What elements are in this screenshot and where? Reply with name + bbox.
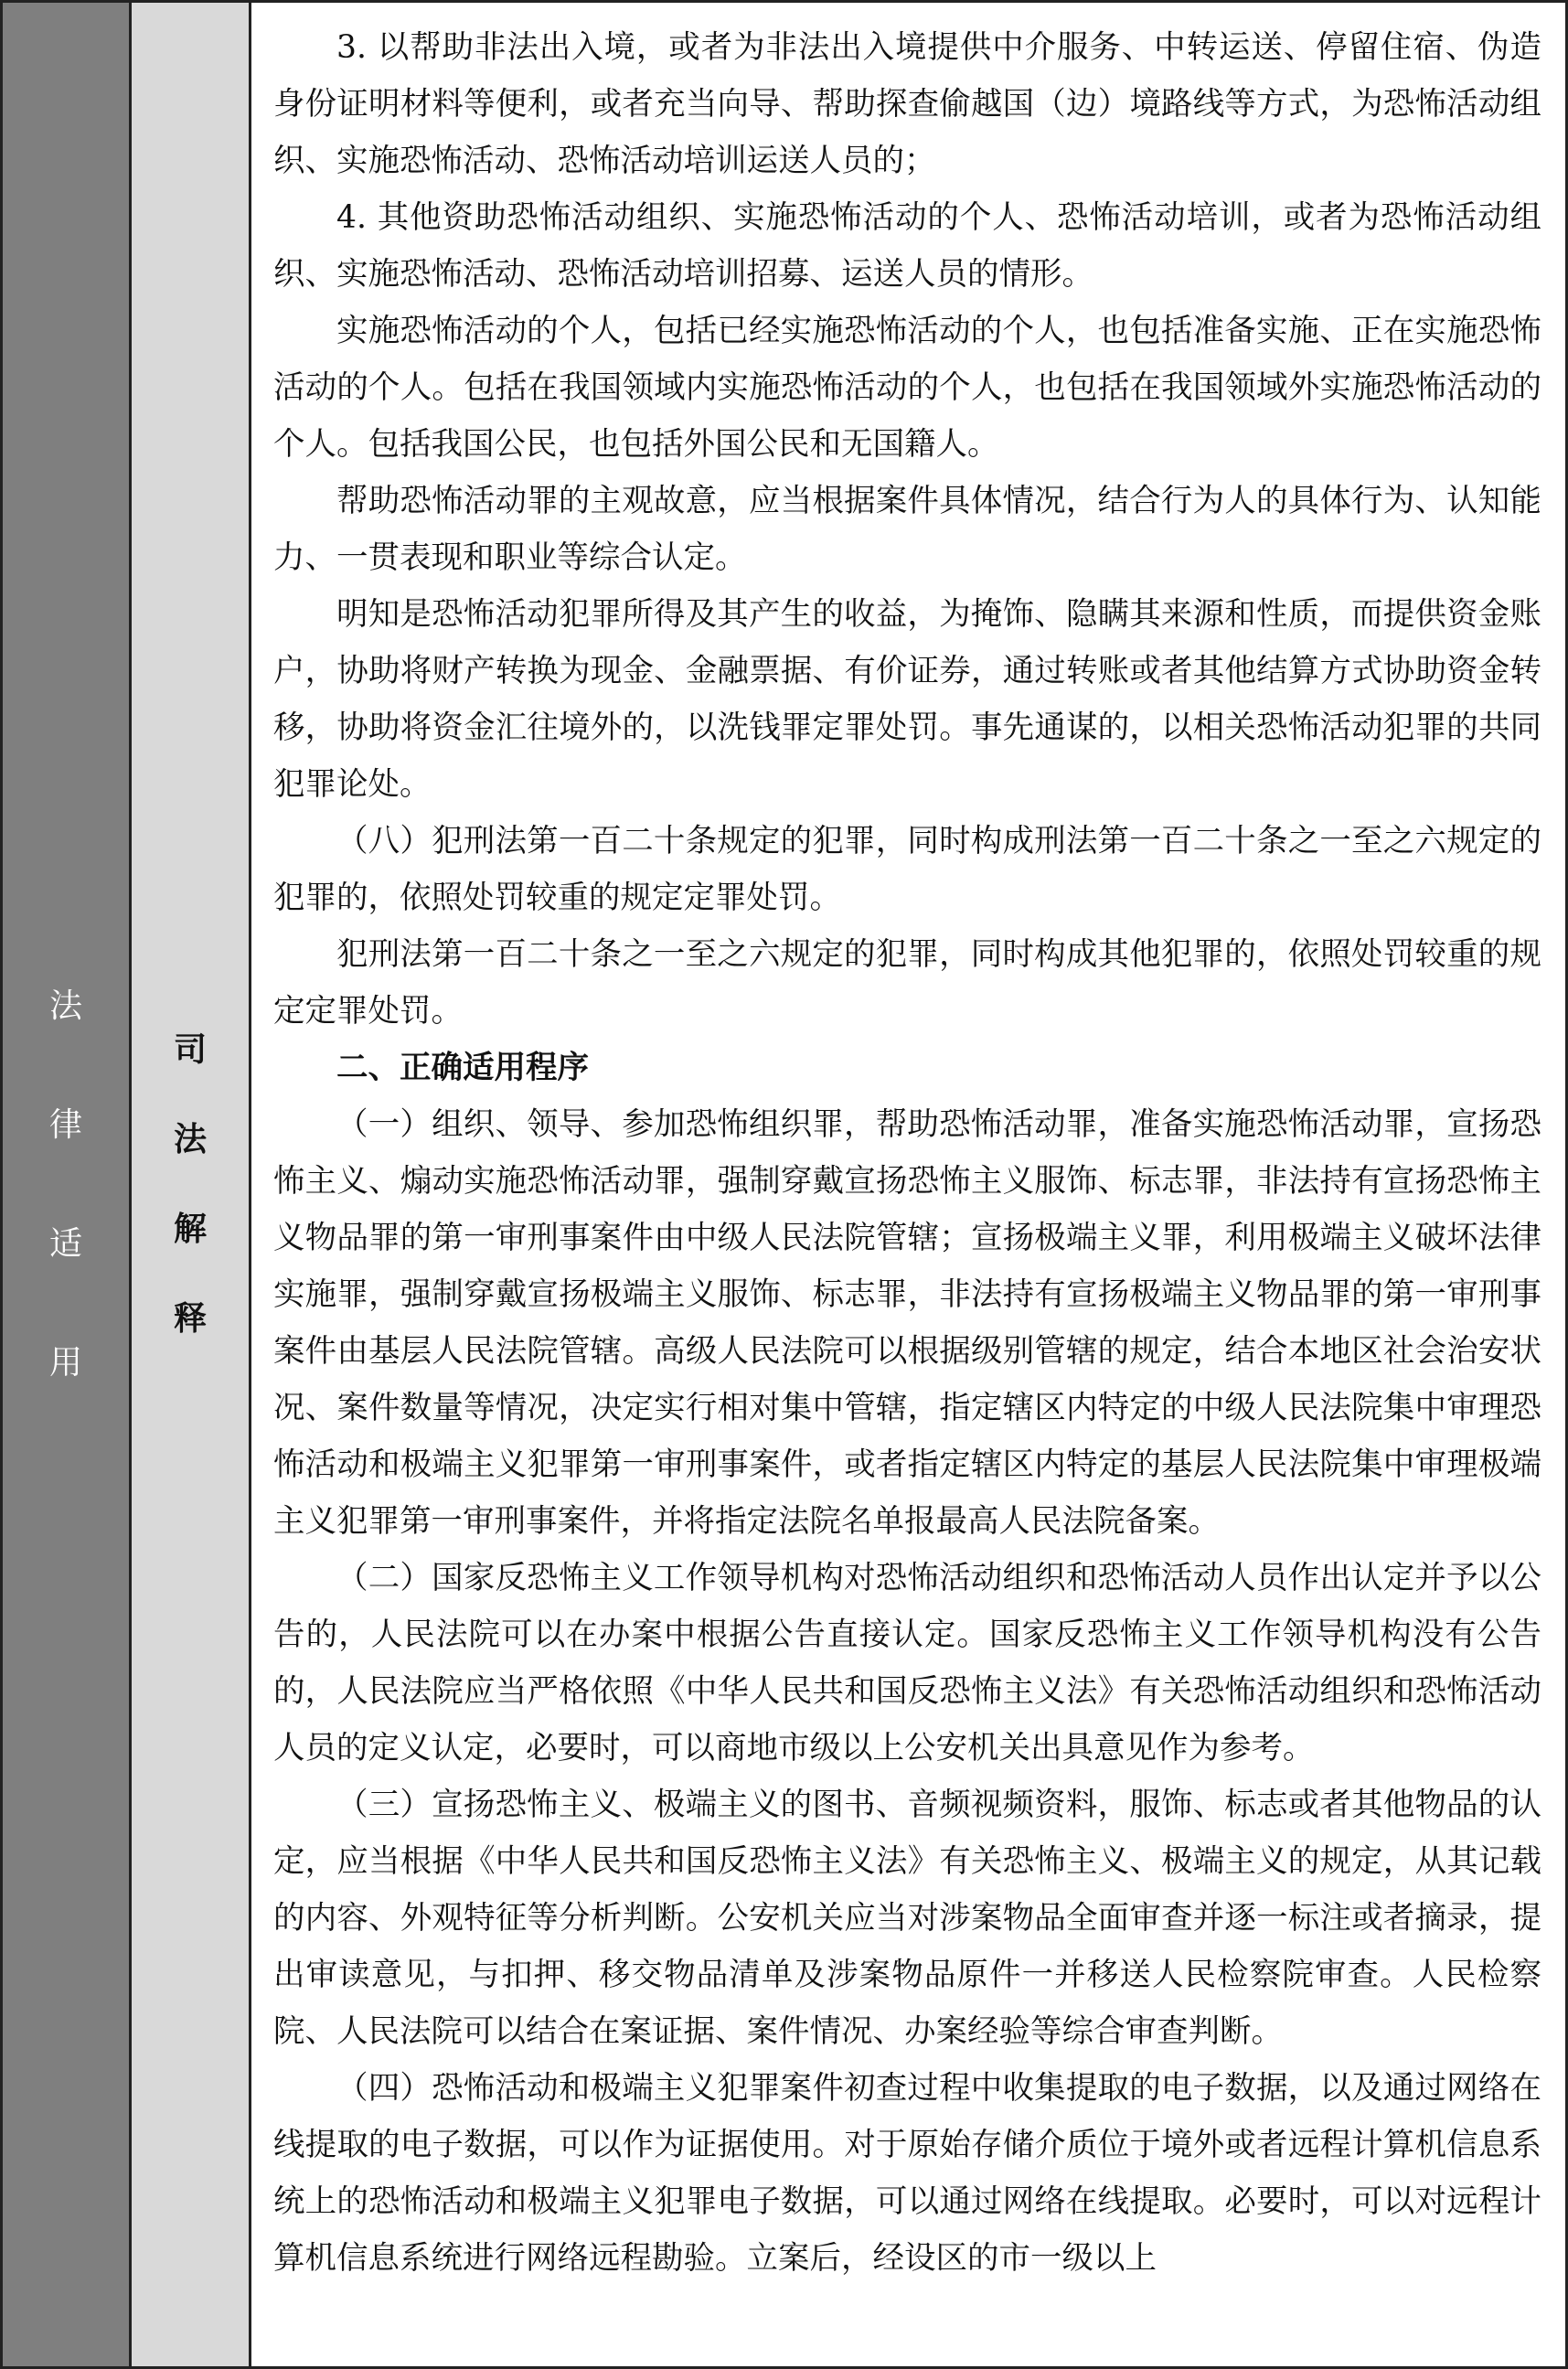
paragraph: （八）犯刑法第一百二十条规定的犯罪，同时构成刑法第一百二十条之一至之六规定的犯罪的，依照处罚较重的规定定罪处罚。 <box>273 823 1541 916</box>
section-label-cell <box>3 3 132 2366</box>
subsection-label-char: 司 <box>173 1030 207 1069</box>
paragraph: 犯刑法第一百二十条之一至之六规定的犯罪，同时构成其他犯罪的，依照处罚较重的规定定罪处罚。 <box>273 936 1541 1030</box>
content-cell <box>251 3 1565 2366</box>
subsection-label-char: 法 <box>173 1120 207 1158</box>
subsection-label-cell <box>132 3 251 2366</box>
paragraph: 实施恐怖活动的个人，包括已经实施恐怖活动的个人，也包括准备实施、正在实施恐怖活动的个人。包括在我国领域内实施恐怖活动的个人，也包括在我国领域外实施恐怖活动的个人。包括我国公民，也包括外国公民和无国籍人。 <box>273 313 1541 463</box>
paragraph: （一）组织、领导、参加恐怖组织罪，帮助恐怖活动罪，准备实施恐怖活动罪，宣扬恐怖主义、煽动实施恐怖活动罪，强制穿戴宣扬恐怖主义服饰、标志罪，非法持有宣扬恐怖主义物品罪的第一审刑事案件由中级人民法院管辖；宣扬极端主义罪，利用极端主义破坏法律实施罪，强制穿戴宣扬极端主义服饰、标志罪，非法持有宣扬极端主义物品罪的第一审刑事案件由基层人民法院管辖。高级人民法院可以根据级别管辖的规定，结合本地区社会治安状况、案件数量等情况，决定实行相对集中管辖，指定辖区内特定的中级人民法院集中审理恐怖活动和极端主义犯罪第一审刑事案件，或者指定辖区内特定的基层人民法院集中审理极端主义犯罪第一审刑事案件，并将指定法院名单报最高人民法院备案。 <box>273 1106 1541 1540</box>
subsection-label-char: 释 <box>173 1299 207 1338</box>
paragraph: 3. 以帮助非法出入境，或者为非法出入境提供中介服务、中转运送、停留住宿、伪造身份证明材料等便利，或者充当向导、帮助探查偷越国（边）境路线等方式，为恐怖活动组织、实施恐怖活动、恐怖活动培训运送人员的； <box>273 29 1541 179</box>
section-label-char: 用 <box>48 1343 82 1382</box>
section-label-char: 律 <box>48 1105 82 1144</box>
section-label <box>48 987 82 1382</box>
paragraph: （四）恐怖活动和极端主义犯罪案件初查过程中收集提取的电子数据，以及通过网络在线提取的电子数据，可以作为证据使用。对于原始存储介质位于境外或者远程计算机信息系统上的恐怖活动和极端主义犯罪电子数据，可以通过网络在线提取。必要时，可以对远程计算机信息系统进行网络远程勘验。立案后，经设区的市一级以上 <box>273 2070 1541 2277</box>
subsection-label-char: 解 <box>173 1210 207 1248</box>
paragraph: 4. 其他资助恐怖活动组织、实施恐怖活动的个人、恐怖活动培训，或者为恐怖活动组织、实施恐怖活动、恐怖活动培训招募、运送人员的情形。 <box>273 199 1541 293</box>
section-heading: 二、正确适用程序 <box>336 1050 589 1086</box>
section-label-char: 法 <box>48 987 82 1025</box>
paragraph: 明知是恐怖活动犯罪所得及其产生的收益，为掩饰、隐瞒其来源和性质，而提供资金账户，协助将财产转换为现金、金融票据、有价证券，通过转账或者其他结算方式协助资金转移，协助将资金汇往境外的，以洗钱罪定罪处罚。事先通谋的，以相关恐怖活动犯罪的共同犯罪论处。 <box>273 596 1541 803</box>
paragraph: （三）宣扬恐怖主义、极端主义的图书、音频视频资料，服饰、标志或者其他物品的认定，应当根据《中华人民共和国反恐怖主义法》有关恐怖主义、极端主义的规定，从其记载的内容、外观特征等分析判断。公安机关应当对涉案物品全面审查并逐一标注或者摘录，提出审读意见，与扣押、移交物品清单及涉案物品原件一并移送人民检察院审查。人民检察院、人民法院可以结合在案证据、案件情况、办案经验等综合审查判断。 <box>273 1787 1541 2050</box>
section-label-char: 适 <box>48 1224 82 1263</box>
paragraph: 帮助恐怖活动罪的主观故意，应当根据案件具体情况，结合行为人的具体行为、认知能力、一贯表现和职业等综合认定。 <box>273 483 1541 576</box>
paragraph: （二）国家反恐怖主义工作领导机构对恐怖活动组织和恐怖活动人员作出认定并予以公告的，人民法院可以在办案中根据公告直接认定。国家反恐怖主义工作领导机构没有公告的，人民法院应当严格依照《中华人民共和国反恐怖主义法》有关恐怖活动组织和恐怖活动人员的定义认定，必要时，可以商地市级以上公安机关出具意见作为参考。 <box>273 1560 1541 1766</box>
subsection-label <box>173 1030 207 1338</box>
